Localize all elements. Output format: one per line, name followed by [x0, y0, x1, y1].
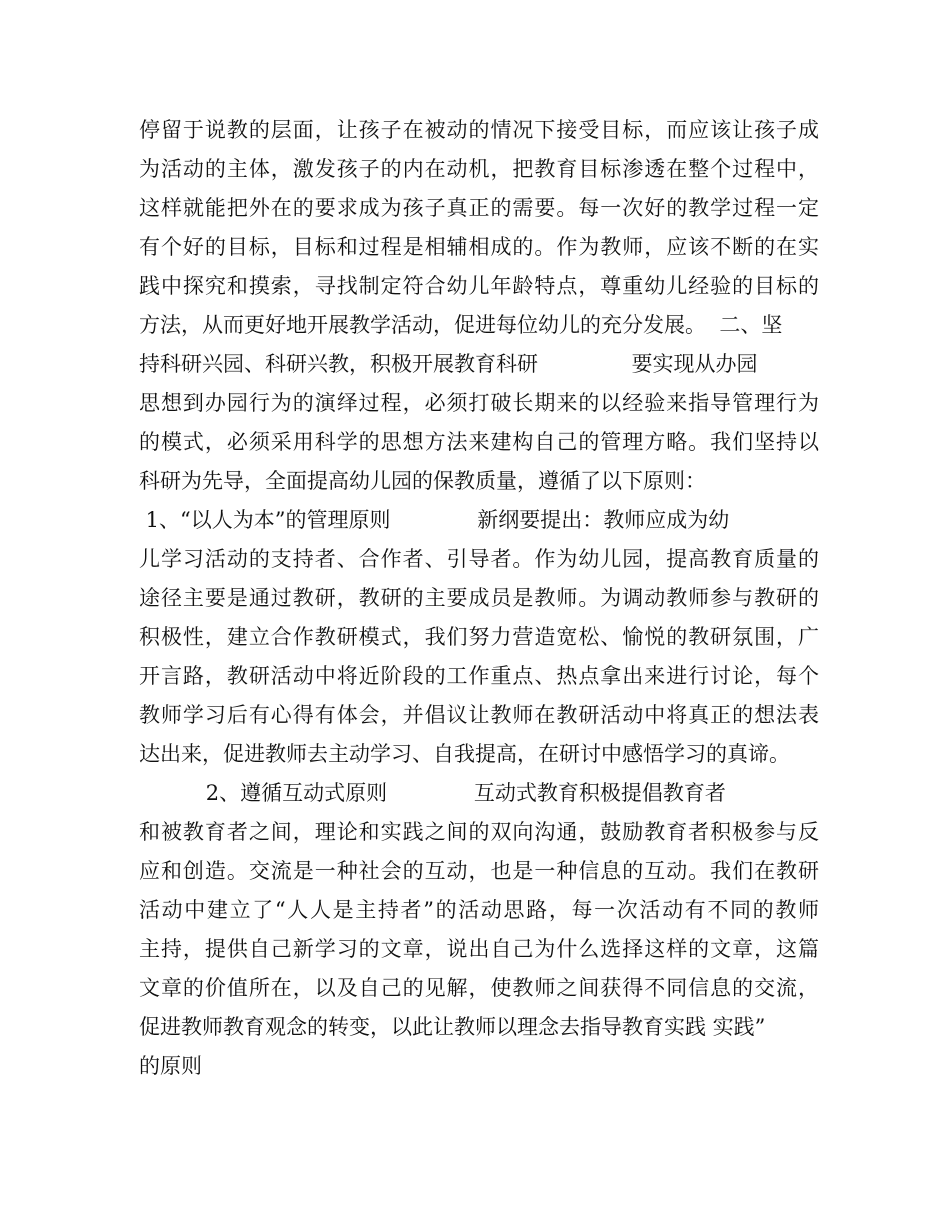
text-line: 停留于说教的层面，让孩子在被动的情况下接受目标，而应该让孩子成 — [139, 118, 819, 142]
text-line: 持科研兴园、科研兴教，积极开展教育科研 要实现从办园 — [139, 352, 758, 376]
text-line: 思想到办园行为的演绎过程，必须打破长期来的以经验来指导管理行为 — [139, 391, 819, 415]
text-line: 2、遵循互动式原则 互动式教育积极提倡教育者 — [139, 781, 726, 805]
text-line: 主持，提供自己新学习的文章，说出自己为什么选择这样的文章，这篇 — [139, 937, 819, 961]
text-line: 为活动的主体，激发孩子的内在动机，把教育目标渗透在整个过程中， — [139, 157, 819, 181]
text-line: 和被教育者之间，理论和实践之间的双向沟通，鼓励教育者积极参与反 — [139, 820, 819, 844]
text-line: 文章的价值所在，以及自己的见解，使教师之间获得不同信息的交流， — [139, 976, 819, 1000]
text-line: 教师学习后有心得有体会，并倡议让教师在教研活动中将真正的想法表 — [139, 703, 819, 727]
text-line: 积极性，建立合作教研模式，我们努力营造宽松、愉悦的教研氛围，广 — [139, 625, 819, 649]
text-line: 的原则 — [139, 1054, 202, 1078]
text-line: 1、“以人为本”的管理原则 新纲要提出：教师应成为幼 — [139, 508, 730, 532]
text-line: 促进教师教育观念的转变，以此让教师以理念去指导教育实践 实践” — [139, 1015, 766, 1039]
text-line: 达出来，促进教师去主动学习、自我提高，在研讨中感悟学习的真谛。 — [139, 742, 790, 766]
text-line: 践中探究和摸索，寻找制定符合幼儿年龄特点，尊重幼儿经验的目标的 — [139, 274, 819, 298]
body-text — [139, 111, 819, 1086]
text-line: 的模式，必须采用科学的思想方法来建构自己的管理方略。我们坚持以 — [139, 430, 819, 454]
text-line: 应和创造。交流是一种社会的互动，也是一种信息的互动。我们在教研 — [139, 859, 819, 883]
text-line: 儿学习活动的支持者、合作者、引导者。作为幼儿园，提高教育质量的 — [139, 547, 819, 571]
text-line: 科研为先导，全面提高幼儿园的保教质量，遵循了以下原则： — [139, 469, 706, 493]
text-line: 这样就能把外在的要求成为孩子真正的需要。每一次好的教学过程一定 — [139, 196, 819, 220]
text-line: 开言路，教研活动中将近阶段的工作重点、热点拿出来进行讨论，每个 — [139, 664, 819, 688]
text-line: 方法，从而更好地开展教学活动，促进每位幼儿的充分发展。 二、坚 — [139, 313, 783, 337]
text-line: 途径主要是通过教研，教研的主要成员是教师。为调动教师参与教研的 — [139, 586, 819, 610]
text-line: 活动中建立了“人人是主持者”的活动思路，每一次活动有不同的教师 — [139, 898, 819, 922]
text-line: 有个好的目标，目标和过程是相辅相成的。作为教师，应该不断的在实 — [139, 235, 819, 259]
